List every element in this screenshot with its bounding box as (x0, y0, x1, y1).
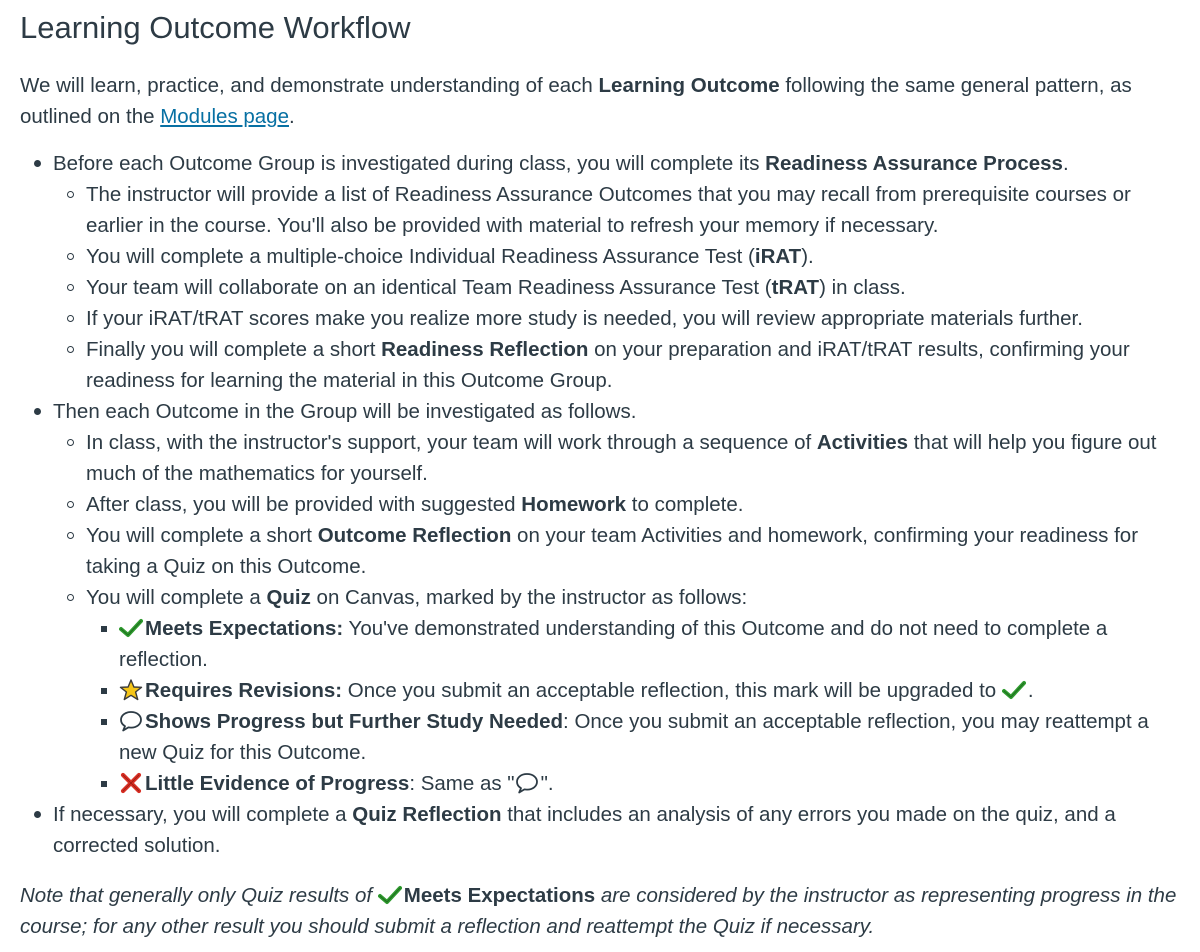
intro-text: following the same general pattern, as outlined on the (20, 74, 1132, 128)
readiness-reflection-bold: Readiness Reflection (381, 338, 589, 361)
outcome-sublist (53, 427, 1180, 799)
homework-bold: Homework (521, 493, 627, 516)
item-text: . (1027, 679, 1034, 702)
speech-bubble-icon (515, 772, 539, 794)
list-item (53, 334, 1180, 396)
workflow-list (20, 148, 1180, 861)
item-text: . (1062, 152, 1069, 175)
meets-expectations-bold: Meets Expectations: (145, 617, 344, 640)
item-text: that includes an analysis of any errors you made on the quiz, and a corrected solution. (53, 803, 1116, 857)
mark-requires-revisions (86, 675, 1180, 706)
quiz-reflection-bold: Quiz Reflection (352, 803, 502, 826)
item-text: Before each Outcome Group is investigated during class, you will complete its (53, 152, 766, 175)
item-text: Finally you will complete a short (86, 338, 382, 361)
list-item (53, 303, 1180, 334)
item-text: Your team will collaborate on an identical Team Readiness Assurance Test ( (86, 276, 772, 299)
list-item (53, 489, 1180, 520)
list-item (53, 427, 1180, 489)
bullet-square (101, 688, 107, 694)
bullet-circle (67, 253, 74, 260)
check-mark-icon (1002, 679, 1026, 701)
item-text: Then each Outcome in the Group will be investigated as follows. (53, 400, 637, 423)
bullet-circle (67, 315, 74, 322)
bullet-circle (67, 439, 74, 446)
bullet-square (101, 626, 107, 632)
readiness-sublist (53, 179, 1180, 396)
bullet-dot (34, 811, 41, 818)
bullet-dot (34, 408, 41, 415)
bullet-square (101, 781, 107, 787)
bullet-circle (67, 501, 74, 508)
note-text: Note that generally only Quiz results of (20, 884, 378, 907)
modules-page-link[interactable]: Modules page (160, 105, 289, 128)
list-item (53, 241, 1180, 272)
note-paragraph (20, 880, 1180, 942)
page-content (0, 8, 1200, 942)
activities-bold: Activities (816, 431, 909, 454)
list-item (20, 799, 1180, 861)
item-text: that will help you figure out much of the mathematics for yourself. (86, 431, 1157, 485)
bullet-square (101, 719, 107, 725)
list-item (53, 272, 1180, 303)
item-text: to complete. (626, 493, 744, 516)
item-text: If your iRAT/tRAT scores make you realize more study is needed, you will review appropriate materials further. (86, 307, 1083, 330)
item-text: on Canvas, marked by the instructor as follows: (310, 586, 748, 609)
requires-revisions-bold: Requires Revisions: (145, 679, 343, 702)
item-text: ". (540, 772, 554, 795)
bullet-dot (34, 160, 41, 167)
mark-meets-expectations (86, 613, 1180, 675)
item-text: ) in class. (819, 276, 906, 299)
bullet-circle (67, 191, 74, 198)
item-text: on your preparation and iRAT/tRAT results, confirming your readiness for learning the material in this Outcome Group. (86, 338, 1130, 392)
bullet-circle (67, 594, 74, 601)
item-text: : Same as " (409, 772, 515, 795)
item-text: : Once you submit an acceptable reflection, you may reattempt a new Quiz for this Outcome. (119, 710, 1149, 764)
little-evidence-bold: Little Evidence of Progress (145, 772, 410, 795)
item-text: on your team Activities and homework, confirming your readiness for taking a Quiz on this Outcome. (86, 524, 1139, 578)
page-title: Learning Outcome Workflow (20, 10, 411, 45)
list-item (20, 396, 1180, 799)
item-text: Once you submit an acceptable reflection, this mark will be upgraded to (342, 679, 1002, 702)
item-text: You will complete a multiple-choice Individual Readiness Assurance Test ( (86, 245, 755, 268)
trat-bold: tRAT (771, 276, 820, 299)
quiz-bold: Quiz (266, 586, 311, 609)
bullet-circle (67, 532, 74, 539)
item-text: You've demonstrated understanding of this Outcome and do not need to complete a reflection. (119, 617, 1108, 671)
item-text: You will complete a short (86, 524, 318, 547)
mark-little-evidence (86, 768, 1180, 799)
quiz-marks-list (86, 613, 1180, 799)
learning-outcome-bold: Learning Outcome (598, 74, 780, 97)
intro-text: . (289, 105, 295, 128)
list-item (53, 582, 1180, 799)
list-item (20, 148, 1180, 396)
item-text: You will complete a (86, 586, 267, 609)
readiness-assurance-process-bold: Readiness Assurance Process (765, 152, 1063, 175)
irat-bold: iRAT (754, 245, 802, 268)
check-mark-icon (119, 617, 143, 639)
cross-mark-icon (119, 772, 143, 794)
intro-text: We will learn, practice, and demonstrate understanding of each (20, 74, 599, 97)
outcome-reflection-bold: Outcome Reflection (317, 524, 512, 547)
note-text: are considered by the instructor as representing progress in the course; for any other result you should submit a reflection and reattempt the Quiz if necessary. (20, 884, 1177, 938)
bullet-circle (67, 284, 74, 291)
item-text: After class, you will be provided with suggested (86, 493, 522, 516)
item-text: If necessary, you will complete a (53, 803, 353, 826)
list-item (53, 520, 1180, 582)
bullet-circle (67, 346, 74, 353)
item-text: ). (801, 245, 814, 268)
check-mark-icon (378, 884, 402, 906)
mark-shows-progress (86, 706, 1180, 768)
item-text: The instructor will provide a list of Readiness Assurance Outcomes that you may recall from prerequisite courses or earlier in the course. You'll also be provided with material to refresh your memory if necessary. (86, 183, 1131, 237)
star-icon (119, 679, 143, 701)
intro-paragraph (20, 70, 1180, 132)
list-item (53, 179, 1180, 241)
meets-expectations-bold: Meets Expectations (403, 884, 596, 907)
item-text: In class, with the instructor's support, your team will work through a sequence of (86, 431, 817, 454)
shows-progress-bold: Shows Progress but Further Study Needed (145, 710, 564, 733)
speech-bubble-icon (119, 710, 143, 732)
